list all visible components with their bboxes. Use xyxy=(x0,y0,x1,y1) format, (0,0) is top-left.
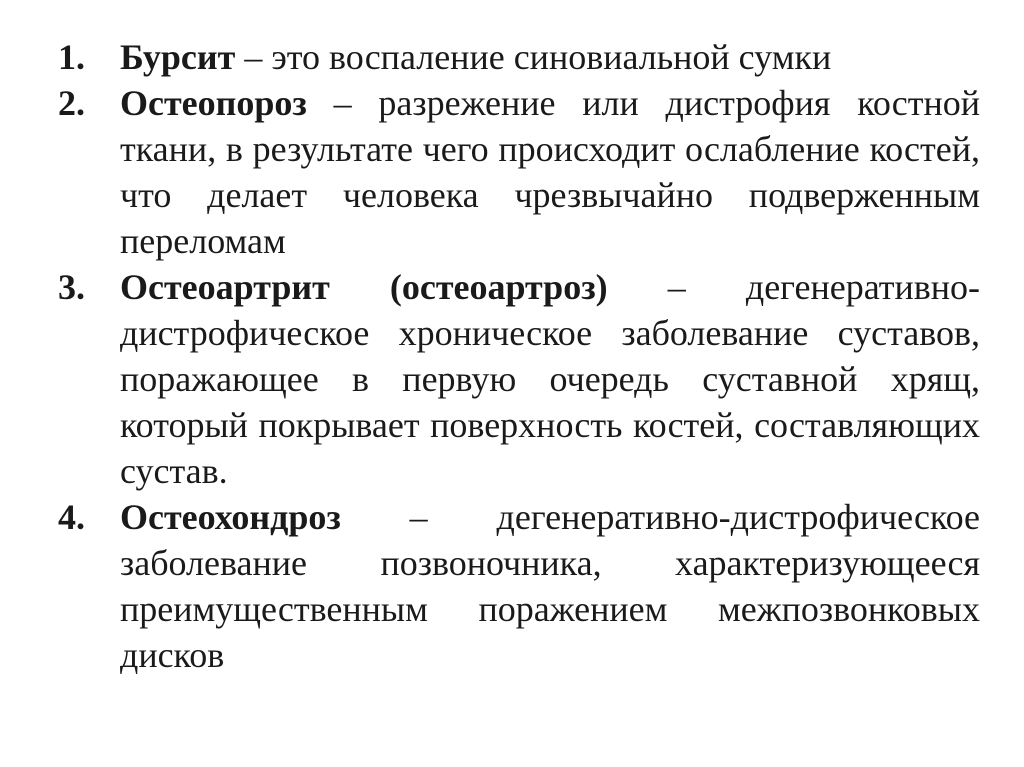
term: Остеоартрит (остеоартроз) xyxy=(120,267,608,307)
item-number: 3. xyxy=(58,267,85,307)
definition-list xyxy=(58,34,980,678)
item-number: 2. xyxy=(58,83,85,123)
definition-item-osteoarthritis xyxy=(58,264,980,494)
definition-text xyxy=(120,494,980,678)
definition: – дегенеративно-дистрофическое заболевание позвоночника, характеризующееся преимущественным поражением межпозвонковых дисков xyxy=(120,497,980,675)
term: Остеохондроз xyxy=(120,497,341,537)
item-number: 4. xyxy=(58,497,85,537)
definition: – разрежение или дистрофия костной ткани, в результате чего происходит ослабление костей, что делает человека чрезвычайно подверженным переломам xyxy=(120,83,980,261)
definition-text xyxy=(120,34,980,80)
definition-text xyxy=(120,264,980,494)
definition: – дегенеративно-дистрофическое хроническое заболевание суставов, поражающее в первую очередь суставной хрящ, который покрывает поверхность костей, составляющих сустав. xyxy=(120,267,980,491)
term: Остеопороз xyxy=(120,83,307,123)
item-number: 1. xyxy=(58,37,85,77)
definition-item-bursitis xyxy=(58,34,980,80)
definition-item-osteoporosis xyxy=(58,80,980,264)
definition-text xyxy=(120,80,980,264)
term: Бурсит xyxy=(120,37,236,77)
definition-item-osteochondrosis xyxy=(58,494,980,678)
definition: – это воспаление синовиальной сумки xyxy=(235,37,832,77)
